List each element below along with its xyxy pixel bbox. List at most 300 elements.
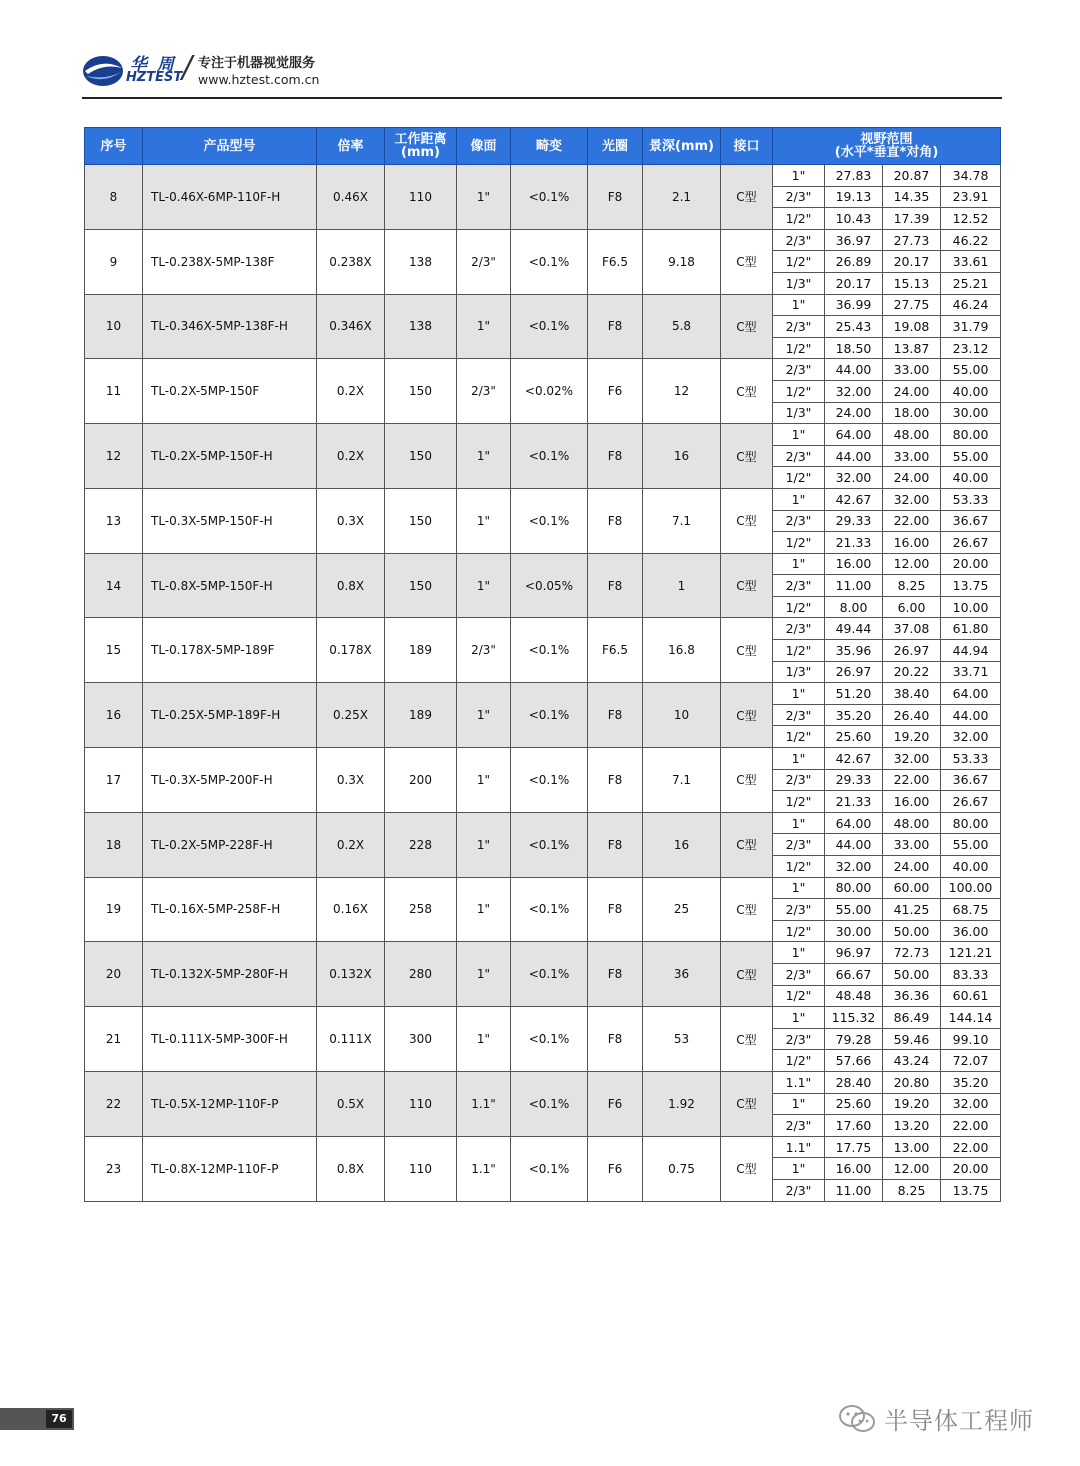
cell-fov-diagonal: 30.00: [941, 402, 1001, 424]
cell-working-distance: 150: [385, 424, 457, 489]
cell-fov-diagonal: 64.00: [941, 683, 1001, 705]
cell-fov-diagonal: 46.24: [941, 294, 1001, 316]
cell-fov-sensor: 1/3": [773, 402, 825, 424]
cell-fov-vertical: 20.87: [883, 165, 941, 187]
cell-mount: C型: [721, 877, 773, 942]
cell-sensor: 2/3": [457, 359, 511, 424]
cell-fov-horizontal: 36.99: [825, 294, 883, 316]
cell-working-distance: 258: [385, 877, 457, 942]
table-row: [85, 488, 1001, 510]
cell-fov-diagonal: 22.00: [941, 1136, 1001, 1158]
cell-aperture: F8: [588, 748, 643, 813]
cell-aperture: F6: [588, 1071, 643, 1136]
cell-magnification: 0.346X: [317, 294, 385, 359]
cell-fov-sensor: 2/3": [773, 769, 825, 791]
cell-fov-vertical: 20.17: [883, 251, 941, 273]
cell-fov-horizontal: 21.33: [825, 532, 883, 554]
cell-fov-vertical: 33.00: [883, 445, 941, 467]
cell-working-distance: 189: [385, 618, 457, 683]
cell-magnification: 0.8X: [317, 1136, 385, 1201]
cell-mount: C型: [721, 488, 773, 553]
cell-fov-horizontal: 64.00: [825, 812, 883, 834]
cell-seq: 10: [85, 294, 143, 359]
cell-fov-vertical: 24.00: [883, 467, 941, 489]
cell-fov-vertical: 43.24: [883, 1050, 941, 1072]
cell-distortion: <0.02%: [511, 359, 588, 424]
cell-mount: C型: [721, 748, 773, 813]
cell-seq: 22: [85, 1071, 143, 1136]
cell-model: TL-0.132X-5MP-280F-H: [143, 942, 317, 1007]
cell-fov-vertical: 32.00: [883, 748, 941, 770]
cell-fov-diagonal: 31.79: [941, 316, 1001, 338]
cell-fov-vertical: 33.00: [883, 834, 941, 856]
header-fov-line1: 视野范围: [860, 132, 913, 147]
cell-mount: C型: [721, 294, 773, 359]
cell-fov-diagonal: 32.00: [941, 1093, 1001, 1115]
cell-depth-of-field: 25: [643, 877, 721, 942]
cell-fov-horizontal: 20.17: [825, 272, 883, 294]
table-row: [85, 229, 1001, 251]
cell-fov-vertical: 33.00: [883, 359, 941, 381]
cell-fov-sensor: 1/2": [773, 1050, 825, 1072]
cell-magnification: 0.3X: [317, 748, 385, 813]
cell-fov-vertical: 26.97: [883, 640, 941, 662]
cell-working-distance: 150: [385, 359, 457, 424]
cell-fov-horizontal: 29.33: [825, 510, 883, 532]
cell-magnification: 0.8X: [317, 553, 385, 618]
cell-sensor: 1": [457, 165, 511, 230]
cell-depth-of-field: 12: [643, 359, 721, 424]
cell-fov-sensor: 2/3": [773, 704, 825, 726]
cell-fov-vertical: 24.00: [883, 856, 941, 878]
brand-name-en: HZTEST: [126, 70, 183, 85]
cell-magnification: 0.132X: [317, 942, 385, 1007]
cell-mount: C型: [721, 165, 773, 230]
cell-fov-diagonal: 80.00: [941, 812, 1001, 834]
cell-working-distance: 228: [385, 812, 457, 877]
header-distortion: 畸变: [511, 128, 588, 165]
cell-fov-vertical: 22.00: [883, 510, 941, 532]
header-wd-line2: (mm): [401, 145, 440, 160]
cell-working-distance: 280: [385, 942, 457, 1007]
cell-fov-diagonal: 55.00: [941, 834, 1001, 856]
header-field-of-view: [773, 128, 1001, 165]
cell-model: TL-0.238X-5MP-138F: [143, 229, 317, 294]
cell-fov-diagonal: 22.00: [941, 1115, 1001, 1137]
cell-fov-diagonal: 55.00: [941, 359, 1001, 381]
cell-fov-vertical: 72.73: [883, 942, 941, 964]
cell-sensor: 1.1": [457, 1136, 511, 1201]
cell-aperture: F8: [588, 553, 643, 618]
cell-distortion: <0.1%: [511, 812, 588, 877]
cell-model: TL-0.3X-5MP-150F-H: [143, 488, 317, 553]
header-aperture: 光圈: [588, 128, 643, 165]
table-row: [85, 359, 1001, 381]
wechat-icon: [838, 1404, 876, 1434]
cell-fov-vertical: 20.22: [883, 661, 941, 683]
cell-sensor: 1": [457, 812, 511, 877]
cell-seq: 21: [85, 1007, 143, 1072]
cell-fov-horizontal: 21.33: [825, 791, 883, 813]
cell-depth-of-field: 2.1: [643, 165, 721, 230]
table-row: [85, 942, 1001, 964]
cell-fov-diagonal: 23.91: [941, 186, 1001, 208]
cell-sensor: 2/3": [457, 618, 511, 683]
cell-seq: 17: [85, 748, 143, 813]
cell-depth-of-field: 16: [643, 812, 721, 877]
cell-model: TL-0.2X-5MP-150F: [143, 359, 317, 424]
cell-fov-diagonal: 83.33: [941, 963, 1001, 985]
cell-fov-sensor: 1/3": [773, 661, 825, 683]
cell-aperture: F8: [588, 488, 643, 553]
cell-fov-vertical: 13.20: [883, 1115, 941, 1137]
cell-fov-diagonal: 20.00: [941, 1158, 1001, 1180]
cell-mount: C型: [721, 812, 773, 877]
table-row: [85, 1007, 1001, 1029]
cell-fov-diagonal: 36.00: [941, 920, 1001, 942]
cell-model: TL-0.25X-5MP-189F-H: [143, 683, 317, 748]
cell-distortion: <0.1%: [511, 294, 588, 359]
cell-fov-sensor: 1": [773, 748, 825, 770]
cell-fov-sensor: 2/3": [773, 229, 825, 251]
cell-distortion: <0.1%: [511, 1136, 588, 1201]
cell-working-distance: 138: [385, 294, 457, 359]
cell-distortion: <0.1%: [511, 877, 588, 942]
cell-fov-vertical: 16.00: [883, 532, 941, 554]
cell-fov-sensor: 2/3": [773, 1028, 825, 1050]
cell-working-distance: 300: [385, 1007, 457, 1072]
cell-aperture: F8: [588, 424, 643, 489]
cell-fov-vertical: 20.80: [883, 1071, 941, 1093]
cell-fov-diagonal: 72.07: [941, 1050, 1001, 1072]
table-header-row: [85, 128, 1001, 165]
cell-fov-sensor: 2/3": [773, 963, 825, 985]
cell-model: TL-0.16X-5MP-258F-H: [143, 877, 317, 942]
cell-aperture: F8: [588, 942, 643, 1007]
cell-fov-vertical: 16.00: [883, 791, 941, 813]
cell-model: TL-0.3X-5MP-200F-H: [143, 748, 317, 813]
cell-distortion: <0.05%: [511, 553, 588, 618]
tagline: 专注于机器视觉服务: [198, 56, 316, 71]
cell-fov-horizontal: 32.00: [825, 467, 883, 489]
header-magnification: 倍率: [317, 128, 385, 165]
table-body: [85, 165, 1001, 1202]
cell-fov-vertical: 8.25: [883, 1179, 941, 1201]
cell-working-distance: 150: [385, 553, 457, 618]
cell-sensor: 1": [457, 877, 511, 942]
cell-fov-horizontal: 26.89: [825, 251, 883, 273]
cell-fov-horizontal: 32.00: [825, 856, 883, 878]
cell-working-distance: 110: [385, 1071, 457, 1136]
cell-fov-horizontal: 115.32: [825, 1007, 883, 1029]
header-fov-line2: (水平*垂直*对角): [834, 145, 939, 160]
cell-fov-vertical: 14.35: [883, 186, 941, 208]
cell-distortion: <0.1%: [511, 424, 588, 489]
cell-fov-diagonal: 99.10: [941, 1028, 1001, 1050]
table-row: [85, 748, 1001, 770]
cell-depth-of-field: 16: [643, 424, 721, 489]
header-wd-line1: 工作距离: [394, 132, 447, 147]
cell-fov-diagonal: 35.20: [941, 1071, 1001, 1093]
cell-magnification: 0.25X: [317, 683, 385, 748]
cell-depth-of-field: 53: [643, 1007, 721, 1072]
cell-aperture: F8: [588, 294, 643, 359]
cell-distortion: <0.1%: [511, 1007, 588, 1072]
cell-fov-vertical: 60.00: [883, 877, 941, 899]
cell-fov-diagonal: 68.75: [941, 899, 1001, 921]
cell-aperture: F6: [588, 359, 643, 424]
cell-fov-horizontal: 30.00: [825, 920, 883, 942]
cell-fov-diagonal: 44.94: [941, 640, 1001, 662]
cell-fov-horizontal: 17.75: [825, 1136, 883, 1158]
cell-mount: C型: [721, 424, 773, 489]
cell-mount: C型: [721, 553, 773, 618]
cell-fov-vertical: 8.25: [883, 575, 941, 597]
cell-mount: C型: [721, 229, 773, 294]
cell-fov-sensor: 2/3": [773, 186, 825, 208]
table-row: [85, 1071, 1001, 1093]
cell-fov-horizontal: 27.83: [825, 165, 883, 187]
cell-distortion: <0.1%: [511, 748, 588, 813]
cell-seq: 12: [85, 424, 143, 489]
cell-fov-horizontal: 57.66: [825, 1050, 883, 1072]
cell-distortion: <0.1%: [511, 488, 588, 553]
cell-fov-horizontal: 36.97: [825, 229, 883, 251]
cell-fov-diagonal: 34.78: [941, 165, 1001, 187]
cell-aperture: F6: [588, 1136, 643, 1201]
cell-sensor: 1": [457, 1007, 511, 1072]
cell-fov-vertical: 32.00: [883, 488, 941, 510]
cell-seq: 13: [85, 488, 143, 553]
cell-magnification: 0.238X: [317, 229, 385, 294]
cell-fov-sensor: 1": [773, 1007, 825, 1029]
cell-magnification: 0.178X: [317, 618, 385, 683]
cell-fov-vertical: 12.00: [883, 553, 941, 575]
cell-fov-horizontal: 44.00: [825, 445, 883, 467]
header-working-distance: [385, 128, 457, 165]
cell-fov-vertical: 18.00: [883, 402, 941, 424]
cell-fov-sensor: 1": [773, 683, 825, 705]
cell-fov-vertical: 13.00: [883, 1136, 941, 1158]
header-seq: 序号: [85, 128, 143, 165]
cell-sensor: 1": [457, 748, 511, 813]
cell-fov-diagonal: 40.00: [941, 467, 1001, 489]
cell-fov-horizontal: 24.00: [825, 402, 883, 424]
cell-model: TL-0.178X-5MP-189F: [143, 618, 317, 683]
cell-fov-diagonal: 13.75: [941, 1179, 1001, 1201]
header-model: 产品型号: [143, 128, 317, 165]
cell-seq: 15: [85, 618, 143, 683]
page-number: 76: [46, 1410, 72, 1428]
cell-seq: 16: [85, 683, 143, 748]
cell-fov-diagonal: 13.75: [941, 575, 1001, 597]
cell-magnification: 0.46X: [317, 165, 385, 230]
cell-fov-sensor: 1/2": [773, 985, 825, 1007]
lens-spec-table: [84, 127, 1001, 1202]
cell-depth-of-field: 10: [643, 683, 721, 748]
cell-fov-vertical: 50.00: [883, 963, 941, 985]
cell-fov-vertical: 22.00: [883, 769, 941, 791]
cell-fov-vertical: 86.49: [883, 1007, 941, 1029]
cell-fov-sensor: 1/2": [773, 532, 825, 554]
cell-working-distance: 189: [385, 683, 457, 748]
cell-fov-sensor: 1": [773, 424, 825, 446]
cell-fov-sensor: 1": [773, 942, 825, 964]
cell-fov-diagonal: 53.33: [941, 488, 1001, 510]
cell-fov-horizontal: 66.67: [825, 963, 883, 985]
cell-mount: C型: [721, 1136, 773, 1201]
cell-fov-sensor: 1.1": [773, 1136, 825, 1158]
cell-fov-vertical: 27.73: [883, 229, 941, 251]
cell-depth-of-field: 1.92: [643, 1071, 721, 1136]
cell-fov-sensor: 2/3": [773, 1115, 825, 1137]
cell-fov-horizontal: 44.00: [825, 834, 883, 856]
cell-fov-horizontal: 28.40: [825, 1071, 883, 1093]
table-row: [85, 877, 1001, 899]
cell-fov-diagonal: 60.61: [941, 985, 1001, 1007]
cell-fov-horizontal: 10.43: [825, 208, 883, 230]
cell-model: TL-0.8X-12MP-110F-P: [143, 1136, 317, 1201]
cell-magnification: 0.5X: [317, 1071, 385, 1136]
cell-fov-sensor: 2/3": [773, 618, 825, 640]
cell-fov-vertical: 13.87: [883, 337, 941, 359]
cell-working-distance: 110: [385, 1136, 457, 1201]
watermark-text: 半导体工程师: [884, 1407, 1034, 1435]
cell-mount: C型: [721, 1071, 773, 1136]
cell-fov-vertical: 15.13: [883, 272, 941, 294]
cell-fov-sensor: 1/2": [773, 380, 825, 402]
cell-sensor: 1": [457, 683, 511, 748]
cell-fov-sensor: 1": [773, 294, 825, 316]
cell-fov-diagonal: 40.00: [941, 380, 1001, 402]
cell-sensor: 1": [457, 488, 511, 553]
cell-fov-vertical: 38.40: [883, 683, 941, 705]
cell-fov-horizontal: 44.00: [825, 359, 883, 381]
cell-distortion: <0.1%: [511, 229, 588, 294]
cell-fov-vertical: 19.20: [883, 1093, 941, 1115]
cell-fov-horizontal: 80.00: [825, 877, 883, 899]
page-header: [82, 46, 1002, 100]
cell-fov-diagonal: 80.00: [941, 424, 1001, 446]
cell-fov-vertical: 19.20: [883, 726, 941, 748]
cell-fov-horizontal: 35.96: [825, 640, 883, 662]
cell-fov-horizontal: 79.28: [825, 1028, 883, 1050]
cell-fov-horizontal: 32.00: [825, 380, 883, 402]
cell-fov-horizontal: 49.44: [825, 618, 883, 640]
cell-fov-diagonal: 20.00: [941, 553, 1001, 575]
cell-fov-sensor: 1/2": [773, 920, 825, 942]
cell-magnification: 0.2X: [317, 812, 385, 877]
cell-depth-of-field: 16.8: [643, 618, 721, 683]
cell-mount: C型: [721, 942, 773, 1007]
cell-fov-diagonal: 10.00: [941, 596, 1001, 618]
cell-aperture: F6.5: [588, 618, 643, 683]
cell-fov-diagonal: 36.67: [941, 769, 1001, 791]
cell-fov-horizontal: 29.33: [825, 769, 883, 791]
cell-fov-horizontal: 16.00: [825, 553, 883, 575]
cell-working-distance: 110: [385, 165, 457, 230]
website-link[interactable]: www.hztest.com.cn: [198, 72, 320, 87]
cell-fov-sensor: 1/2": [773, 337, 825, 359]
cell-model: TL-0.111X-5MP-300F-H: [143, 1007, 317, 1072]
cell-model: TL-0.2X-5MP-150F-H: [143, 424, 317, 489]
cell-sensor: 1": [457, 424, 511, 489]
header-divider: [82, 97, 1002, 99]
cell-fov-vertical: 26.40: [883, 704, 941, 726]
cell-fov-sensor: 2/3": [773, 359, 825, 381]
cell-distortion: <0.1%: [511, 618, 588, 683]
cell-fov-diagonal: 121.21: [941, 942, 1001, 964]
table-row: [85, 1136, 1001, 1158]
cell-fov-sensor: 1/2": [773, 596, 825, 618]
table-row: [85, 553, 1001, 575]
cell-fov-vertical: 24.00: [883, 380, 941, 402]
cell-fov-sensor: 1/3": [773, 272, 825, 294]
cell-mount: C型: [721, 618, 773, 683]
cell-fov-horizontal: 48.48: [825, 985, 883, 1007]
cell-model: TL-0.2X-5MP-228F-H: [143, 812, 317, 877]
cell-distortion: <0.1%: [511, 165, 588, 230]
header-mount: 接口: [721, 128, 773, 165]
cell-fov-sensor: 2/3": [773, 316, 825, 338]
cell-fov-horizontal: 51.20: [825, 683, 883, 705]
cell-mount: C型: [721, 683, 773, 748]
cell-magnification: 0.3X: [317, 488, 385, 553]
cell-fov-horizontal: 19.13: [825, 186, 883, 208]
cell-mount: C型: [721, 359, 773, 424]
cell-fov-diagonal: 25.21: [941, 272, 1001, 294]
cell-magnification: 0.16X: [317, 877, 385, 942]
cell-fov-sensor: 1": [773, 1093, 825, 1115]
cell-fov-vertical: 48.00: [883, 424, 941, 446]
cell-depth-of-field: 1: [643, 553, 721, 618]
header-depth-of-field: 景深(mm): [643, 128, 721, 165]
cell-depth-of-field: 36: [643, 942, 721, 1007]
watermark: [838, 1398, 1058, 1438]
cell-fov-sensor: 2/3": [773, 445, 825, 467]
cell-fov-sensor: 1": [773, 877, 825, 899]
cell-fov-vertical: 37.08: [883, 618, 941, 640]
cell-fov-sensor: 1": [773, 553, 825, 575]
table-row: [85, 618, 1001, 640]
cell-fov-vertical: 50.00: [883, 920, 941, 942]
table-row: [85, 294, 1001, 316]
cell-fov-sensor: 2/3": [773, 899, 825, 921]
cell-fov-vertical: 36.36: [883, 985, 941, 1007]
cell-fov-vertical: 41.25: [883, 899, 941, 921]
cell-fov-vertical: 19.08: [883, 316, 941, 338]
cell-fov-horizontal: 25.60: [825, 1093, 883, 1115]
cell-aperture: F8: [588, 1007, 643, 1072]
cell-aperture: F8: [588, 683, 643, 748]
cell-fov-horizontal: 42.67: [825, 488, 883, 510]
table-row: [85, 424, 1001, 446]
cell-fov-horizontal: 55.00: [825, 899, 883, 921]
cell-fov-diagonal: 12.52: [941, 208, 1001, 230]
cell-aperture: F8: [588, 165, 643, 230]
cell-fov-diagonal: 36.67: [941, 510, 1001, 532]
cell-distortion: <0.1%: [511, 942, 588, 1007]
cell-fov-horizontal: 25.60: [825, 726, 883, 748]
cell-fov-horizontal: 8.00: [825, 596, 883, 618]
cell-seq: 9: [85, 229, 143, 294]
cell-seq: 18: [85, 812, 143, 877]
cell-fov-vertical: 12.00: [883, 1158, 941, 1180]
cell-fov-diagonal: 33.61: [941, 251, 1001, 273]
cell-fov-diagonal: 44.00: [941, 704, 1001, 726]
cell-fov-diagonal: 23.12: [941, 337, 1001, 359]
cell-fov-sensor: 1.1": [773, 1071, 825, 1093]
